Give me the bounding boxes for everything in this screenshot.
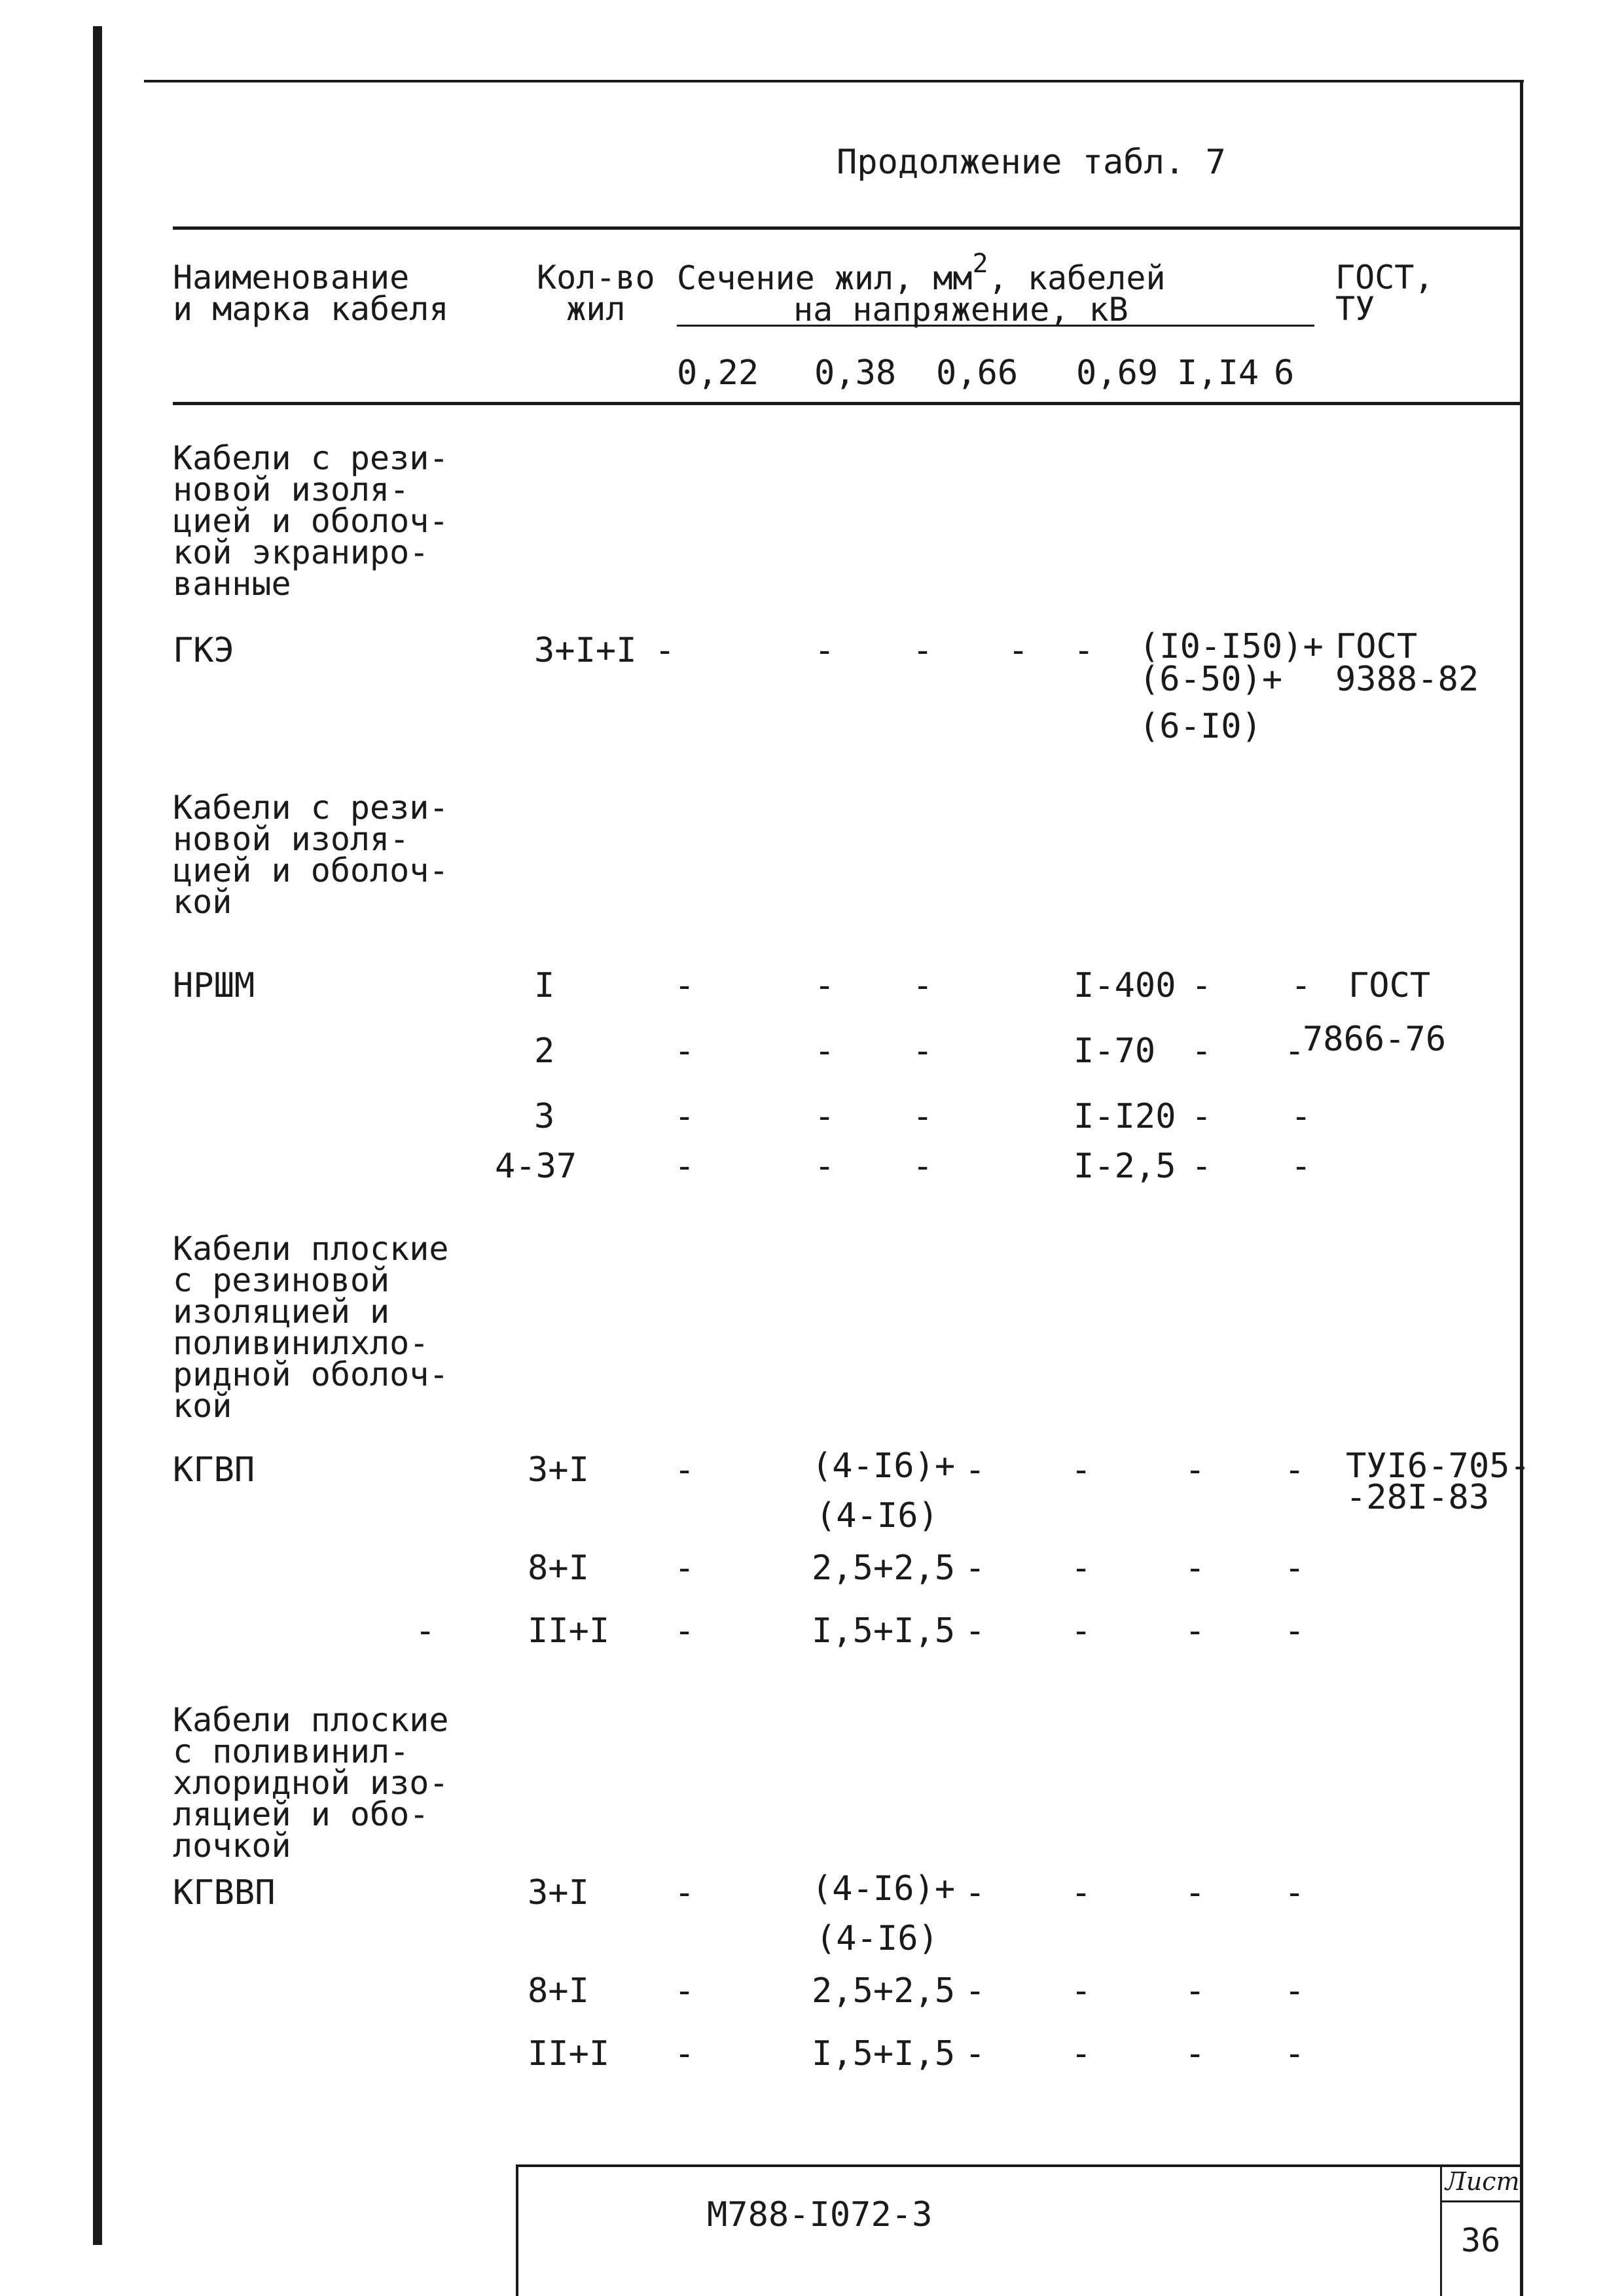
cable-mark: КГВВП xyxy=(173,1873,276,1912)
cell-0-38: 2,5+2,5 xyxy=(812,1549,956,1588)
cell-0-66: - xyxy=(965,1971,986,2011)
cell-0-66: - xyxy=(912,1147,933,1186)
cell-0-38: I,5+I,5 xyxy=(812,1611,956,1651)
cable-mark: НРШМ xyxy=(173,966,255,1005)
cell-0-38: - xyxy=(814,1097,835,1136)
header-section-pre: Сечение жил, мм xyxy=(677,259,973,297)
cell-0-22: - xyxy=(674,1147,695,1186)
cell-0-69: - xyxy=(1071,1971,1092,2011)
gost-line2: 7866-76 xyxy=(1303,1020,1447,1059)
cell-0-69: I-2,5 xyxy=(1074,1147,1176,1186)
cell-0-69: - xyxy=(1071,2034,1092,2073)
cell-0-38-line2: (4-I6) xyxy=(816,1919,939,1958)
header-name-column: Наименование и марка кабеля xyxy=(173,259,449,328)
cell-1-14: - xyxy=(1185,1873,1206,1912)
header-gost-column: ГОСТ, ТУ xyxy=(1335,259,1434,328)
cell-0-22: - xyxy=(674,966,695,1005)
cell-0-22: - xyxy=(674,1549,695,1588)
cell-0-38-line1: (4-I6)+ xyxy=(812,1446,956,1486)
category-heading: Кабели плоские с резиновой изоляцией и поливинилхло- ридной оболоч- кой xyxy=(173,1230,449,1425)
sheet-number: 36 xyxy=(1461,2221,1501,2259)
cell-0-22: - xyxy=(674,1971,695,2011)
cell-6: - xyxy=(1284,1611,1305,1651)
sheet-label: Лист xyxy=(1445,2167,1520,2196)
frame-top-border xyxy=(144,80,1524,82)
header-bottom-rule xyxy=(173,402,1520,405)
left-margin-bar xyxy=(93,26,102,2245)
core-count: 3+I+I xyxy=(534,631,637,670)
cell-0-38-line1: (4-I6)+ xyxy=(812,1869,956,1909)
voltage-1-14: I,I4 xyxy=(1177,353,1259,393)
cell-0-22: - xyxy=(674,1611,695,1651)
cell-6: - xyxy=(1284,1450,1305,1490)
cell-6: - xyxy=(1284,1971,1305,2011)
cell-0-22: - xyxy=(674,1450,695,1490)
cell-0-66: - xyxy=(912,1031,933,1071)
cell-0-38: - xyxy=(814,1147,835,1186)
cell-6-line2: (6-50)+ xyxy=(1139,660,1283,699)
voltage-0-66: 0,66 xyxy=(936,353,1019,393)
core-count: 3 xyxy=(534,1097,555,1136)
core-count: II+I xyxy=(528,1611,610,1651)
cell-1-14: - xyxy=(1185,1450,1206,1490)
cell-6: - xyxy=(1284,1031,1305,1071)
cell-0-66: - xyxy=(912,1097,933,1136)
cell-6-line3: (6-I0) xyxy=(1139,707,1262,746)
header-section-sub: на напряжение, кВ xyxy=(793,291,1128,329)
cell-1-14: - xyxy=(1185,1971,1206,2011)
cell-1-14: - xyxy=(1191,966,1212,1005)
cable-mark: ГКЭ xyxy=(173,631,234,670)
cell-0-69: I-I20 xyxy=(1074,1097,1176,1136)
cell-0-66: - xyxy=(965,1611,986,1651)
cell-6: - xyxy=(1284,2034,1305,2073)
gost-line2: -28I-83 xyxy=(1346,1478,1490,1517)
gost-line2: 9388-82 xyxy=(1335,660,1479,699)
cell-0-38: - xyxy=(814,631,835,670)
cell-0-69: - xyxy=(1071,1450,1092,1490)
cell-0-66: - xyxy=(965,1549,986,1588)
gost-line1: ГОСТ xyxy=(1348,966,1431,1005)
cell-6: - xyxy=(1284,1549,1305,1588)
category-heading: Кабели плоские с поливинил- хлоридной изо- ляцией и обо- лочкой xyxy=(173,1701,449,1865)
cell-0-69: I-70 xyxy=(1074,1031,1156,1071)
cell-1-14: - xyxy=(1185,2034,1206,2073)
cell-0-66: - xyxy=(965,2034,986,2073)
cell-0-22: - xyxy=(655,631,676,670)
voltage-0-22: 0,22 xyxy=(677,353,759,393)
cell-6: - xyxy=(1291,1097,1312,1136)
header-section-column xyxy=(677,249,1166,297)
cell-0-66: - xyxy=(912,631,933,670)
cell-0-66: - xyxy=(965,1873,986,1912)
cell-0-22: - xyxy=(674,2034,695,2073)
cell-0-38: I,5+I,5 xyxy=(812,2034,956,2073)
cell-6: - xyxy=(1284,1873,1305,1912)
cell-0-22: - xyxy=(674,1031,695,1071)
voltage-0-38: 0,38 xyxy=(814,353,897,393)
category-heading: Кабели с рези- новой изоля- цией и оболоч- кой xyxy=(173,789,449,921)
table-caption: Продолжение табл. 7 xyxy=(837,143,1226,182)
header-section-sup: 2 xyxy=(972,249,988,279)
cable-mark: КГВП xyxy=(173,1450,255,1490)
table-top-rule xyxy=(173,226,1520,230)
cell-0-38: 2,5+2,5 xyxy=(812,1971,956,2011)
cell-0-69: - xyxy=(1008,631,1029,670)
category-heading: Кабели с рези- новой изоля- цией и оболоч- кой экраниро- ванные xyxy=(173,439,449,603)
stamp-left-border xyxy=(516,2164,518,2296)
core-count: 4-37 xyxy=(495,1147,577,1186)
core-count: 3+I xyxy=(528,1873,589,1912)
cell-0-38-line2: (4-I6) xyxy=(816,1496,939,1535)
document-code: М788-I072-3 xyxy=(707,2195,933,2234)
cell-1-14: - xyxy=(1191,1097,1212,1136)
cell-0-69: - xyxy=(1071,1873,1092,1912)
cell-0-66: - xyxy=(965,1450,986,1490)
cell-0-69: - xyxy=(1071,1549,1092,1588)
stamp-sheet-divider xyxy=(1440,2164,1442,2296)
core-count: 3+I xyxy=(528,1450,589,1490)
cell-1-14: - xyxy=(1074,631,1094,670)
cell-0-69: I-400 xyxy=(1074,966,1176,1005)
cell-0-22: - xyxy=(674,1873,695,1912)
cell-0-22: - xyxy=(674,1097,695,1136)
cell-1-14: - xyxy=(1191,1031,1212,1071)
core-count: II+I xyxy=(528,2034,610,2073)
cell-0-38: - xyxy=(814,1031,835,1071)
cell-1-14: - xyxy=(1191,1147,1212,1186)
cell-0-69: - xyxy=(1071,1611,1092,1651)
cell-6-line1: (I0-I50)+ xyxy=(1139,627,1324,666)
stamp-sheet-hline xyxy=(1440,2200,1521,2202)
row-dash-mark: - xyxy=(415,1611,436,1651)
stamp-top-border xyxy=(516,2164,1521,2167)
core-count: 2 xyxy=(534,1031,555,1071)
gost-line1: ТУI6-705- xyxy=(1346,1446,1530,1486)
cell-1-14: - xyxy=(1185,1611,1206,1651)
header-section-post: , кабелей xyxy=(988,259,1166,297)
voltage-6: 6 xyxy=(1274,353,1295,393)
frame-right-border xyxy=(1520,80,1523,2296)
cell-1-14: - xyxy=(1185,1549,1206,1588)
cell-0-66: - xyxy=(912,966,933,1005)
voltage-0-69: 0,69 xyxy=(1076,353,1159,393)
cell-6: - xyxy=(1291,1147,1312,1186)
cell-0-38: - xyxy=(814,966,835,1005)
header-count-column: Кол-во жил xyxy=(537,259,655,328)
core-count: I xyxy=(534,966,555,1005)
core-count: 8+I xyxy=(528,1971,589,2011)
core-count: 8+I xyxy=(528,1549,589,1588)
cell-6: - xyxy=(1291,966,1312,1005)
gost-line1: ГОСТ xyxy=(1335,627,1418,666)
